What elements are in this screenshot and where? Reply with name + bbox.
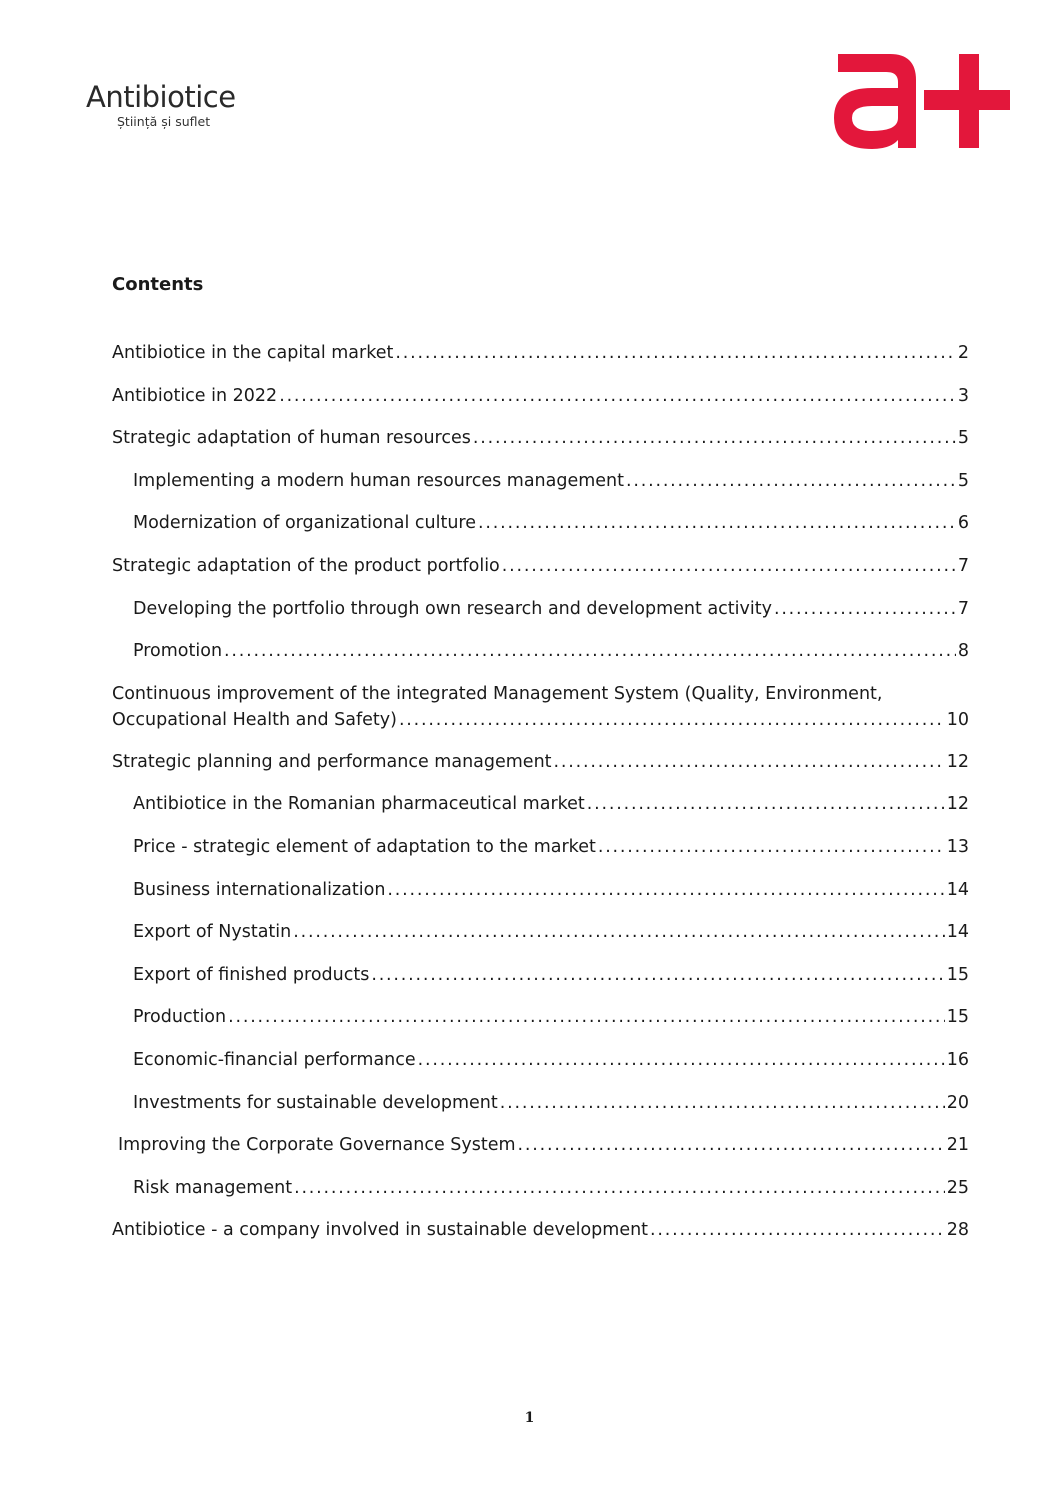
dot-leader bbox=[587, 791, 945, 817]
toc-subentry[interactable] bbox=[112, 834, 969, 877]
toc-subentry[interactable] bbox=[112, 791, 969, 834]
toc-entry-title: Production bbox=[133, 1007, 227, 1028]
toc-subentry[interactable] bbox=[112, 596, 969, 639]
dot-leader bbox=[387, 877, 944, 903]
toc-entry-page: 8 bbox=[957, 641, 969, 662]
toc-entry-title-line1: Continuous improvement of the integrated Management System (Quality, Environment, bbox=[112, 683, 883, 704]
toc-entry[interactable] bbox=[112, 681, 969, 749]
dot-leader bbox=[626, 468, 956, 494]
dot-leader bbox=[371, 962, 944, 988]
dot-leader bbox=[774, 596, 956, 622]
toc-heading: Contents bbox=[112, 274, 204, 295]
toc-subentry[interactable] bbox=[112, 1090, 969, 1133]
toc-entry-wrapped-title bbox=[112, 681, 969, 733]
toc-entry-title: Strategic adaptation of human resources bbox=[112, 428, 471, 449]
dot-leader bbox=[399, 707, 945, 733]
toc-entry-title: Promotion bbox=[133, 641, 223, 662]
toc-entry-title: Strategic planning and performance management bbox=[112, 751, 552, 772]
toc-entry-title: Antibiotice in the Romanian pharmaceutical market bbox=[133, 794, 585, 815]
toc-subentry[interactable] bbox=[112, 1004, 969, 1047]
toc-entry-page: 6 bbox=[957, 513, 969, 534]
toc-entry-title: Export of Nystatin bbox=[133, 922, 292, 943]
brand-block bbox=[86, 80, 236, 130]
toc-entry-title: Antibiotice in the capital market bbox=[112, 343, 394, 363]
toc-entry-page: 7 bbox=[957, 555, 969, 576]
brand-tagline: Știință și suflet bbox=[117, 114, 211, 129]
toc-entry-title: Business internationalization bbox=[133, 879, 386, 900]
toc-entry-page: 12 bbox=[946, 751, 969, 772]
toc-entry-page: 10 bbox=[946, 709, 969, 730]
toc-entry-page: 5 bbox=[957, 470, 969, 491]
toc-entry-page: 14 bbox=[946, 879, 969, 900]
toc-entry-title: Antibiotice in 2022 bbox=[112, 385, 278, 406]
dot-leader bbox=[395, 340, 955, 366]
toc-subentry[interactable] bbox=[112, 510, 969, 553]
dot-leader bbox=[473, 425, 956, 451]
toc-subentry[interactable] bbox=[112, 877, 969, 920]
toc-subentry[interactable] bbox=[112, 1175, 969, 1218]
toc-entry[interactable] bbox=[112, 1217, 969, 1260]
dot-leader bbox=[224, 638, 956, 664]
toc-entry-title: Developing the portfolio through own research and development activity bbox=[133, 598, 772, 619]
toc-entry-page: 15 bbox=[946, 964, 969, 985]
toc-entry-page: 12 bbox=[946, 794, 969, 815]
toc-entry[interactable] bbox=[112, 553, 969, 596]
dot-leader bbox=[650, 1217, 945, 1243]
toc-subentry[interactable] bbox=[112, 638, 969, 681]
toc-entry-title: Price - strategic element of adaptation to the market bbox=[133, 836, 596, 857]
toc-entry-page: 2 bbox=[957, 343, 969, 363]
dot-leader bbox=[228, 1004, 945, 1030]
dot-leader bbox=[279, 383, 956, 409]
toc-entry-title: Strategic adaptation of the product portfolio bbox=[112, 555, 500, 576]
dot-leader bbox=[500, 1090, 945, 1116]
toc-subentry[interactable] bbox=[112, 962, 969, 1005]
toc-entry[interactable] bbox=[112, 425, 969, 468]
brand-name: Antibiotice bbox=[86, 80, 236, 114]
toc-entry-title-line2-row bbox=[112, 707, 969, 733]
toc-entry-page: 20 bbox=[946, 1092, 969, 1113]
toc-entry-page: 15 bbox=[946, 1007, 969, 1028]
toc-entry-title: Economic-financial performance bbox=[133, 1049, 416, 1070]
toc-entry-title: Export of finished products bbox=[133, 964, 370, 985]
toc-entry-page: 28 bbox=[946, 1220, 969, 1241]
toc-entry-page: 14 bbox=[946, 922, 969, 943]
toc-entry-title: Modernization of organizational culture bbox=[133, 513, 477, 534]
toc-entry-title: Improving the Corporate Governance System bbox=[118, 1135, 516, 1156]
toc-entry-page: 13 bbox=[946, 836, 969, 857]
toc-entry-title-line2: Occupational Health and Safety) bbox=[112, 709, 397, 730]
toc-subentry[interactable] bbox=[112, 1047, 969, 1090]
toc-entry[interactable] bbox=[112, 749, 969, 792]
dot-leader bbox=[554, 749, 945, 775]
dot-leader bbox=[518, 1132, 945, 1158]
toc-entry-page: 25 bbox=[946, 1177, 969, 1198]
table-of-contents bbox=[112, 340, 969, 1260]
a-plus-logo-icon bbox=[832, 52, 1010, 150]
toc-entry-page: 5 bbox=[957, 428, 969, 449]
toc-entry-title: Risk management bbox=[133, 1177, 293, 1198]
toc-entry[interactable] bbox=[112, 340, 969, 383]
toc-entry-title: Investments for sustainable development bbox=[133, 1092, 498, 1113]
page-number: 1 bbox=[524, 1410, 535, 1426]
dot-leader bbox=[478, 510, 956, 536]
toc-entry-page: 7 bbox=[957, 598, 969, 619]
dot-leader bbox=[418, 1047, 945, 1073]
dot-leader bbox=[502, 553, 956, 579]
toc-entry-title: Implementing a modern human resources management bbox=[133, 470, 624, 491]
toc-entry-page: 3 bbox=[957, 385, 969, 406]
toc-entry[interactable] bbox=[112, 1132, 969, 1175]
toc-entry[interactable] bbox=[112, 383, 969, 426]
toc-subentry[interactable] bbox=[112, 468, 969, 511]
toc-entry-page: 16 bbox=[946, 1049, 969, 1070]
toc-entry-title: Antibiotice - a company involved in sustainable development bbox=[112, 1220, 649, 1241]
dot-leader bbox=[598, 834, 945, 860]
toc-subentry[interactable] bbox=[112, 919, 969, 962]
toc-entry-page: 21 bbox=[946, 1135, 969, 1156]
dot-leader bbox=[294, 1175, 945, 1201]
dot-leader bbox=[293, 919, 944, 945]
